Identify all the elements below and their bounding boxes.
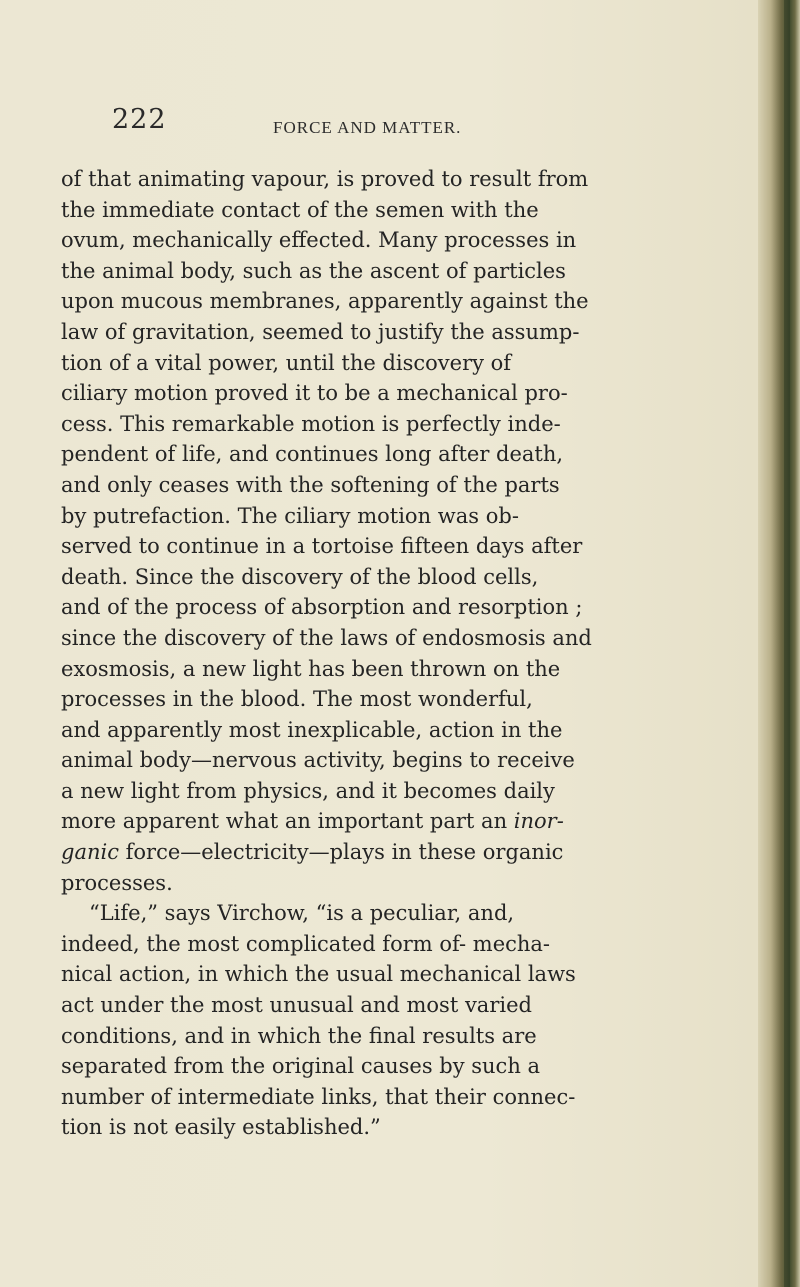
quote-line: “Life,” says Virchow, “is a peculiar, and, bbox=[89, 901, 515, 926]
text-line: tion of a vital power, until the discovery of bbox=[61, 350, 512, 375]
text-line: a new light from physics, and it becomes daily bbox=[61, 778, 555, 803]
page-header bbox=[112, 104, 752, 144]
text-line: pendent of life, and continues long after death, bbox=[61, 442, 564, 467]
italic-word: inor- bbox=[513, 809, 564, 834]
text-line: and only ceases with the softening of the parts bbox=[61, 472, 560, 497]
text-line: the animal body, such as the ascent of particles bbox=[61, 258, 566, 283]
text-line: animal body—nervous activity, begins to receive bbox=[61, 748, 575, 773]
text-segment: force—electricity—plays in these organic bbox=[118, 840, 564, 865]
binding-stripe bbox=[784, 0, 790, 1287]
text-line: processes in the blood. The most wonderful, bbox=[61, 687, 533, 712]
page-edge-shadow bbox=[758, 0, 800, 1287]
quote-line: separated from the original causes by such a bbox=[61, 1054, 541, 1079]
text-line: upon mucous membranes, apparently against the bbox=[61, 289, 589, 314]
text-line: ciliary motion proved it to be a mechanical pro- bbox=[61, 381, 568, 406]
text-line: death. Since the discovery of the blood cells, bbox=[61, 564, 539, 589]
quote-line: indeed, the most complicated form of- mecha- bbox=[61, 931, 551, 956]
text-line: of that animating vapour, is proved to result from bbox=[61, 167, 589, 191]
text-line: served to continue in a tortoise fifteen days after bbox=[61, 534, 583, 559]
quote-line: act under the most unusual and most varied bbox=[61, 993, 532, 1018]
quote-line: number of intermediate links, that their connec- bbox=[61, 1084, 576, 1109]
text-line: and of the process of absorption and resorption ; bbox=[61, 595, 583, 620]
quote-line: nical action, in which the usual mechanical laws bbox=[61, 962, 576, 987]
running-head: FORCE AND MATTER. bbox=[273, 118, 462, 137]
text-line: by putrefaction. The ciliary motion was ob- bbox=[61, 503, 519, 528]
text-line: the immediate contact of the semen with the bbox=[61, 197, 539, 222]
quote-line: conditions, and in which the final results are bbox=[61, 1023, 537, 1048]
text-line: ovum, mechanically effected. Many processes in bbox=[61, 228, 577, 253]
text-line: and apparently most inexplicable, action in the bbox=[61, 717, 563, 742]
text-line: law of gravitation, seemed to justify the assump- bbox=[61, 319, 580, 344]
text-line: cess. This remarkable motion is perfectly inde- bbox=[61, 411, 561, 436]
text-line: exosmosis, a new light has been thrown on the bbox=[61, 656, 561, 681]
text-line: since the discovery of the laws of endosmosis and bbox=[61, 625, 592, 650]
page-number: 222 bbox=[112, 104, 167, 135]
text-line-with-italic bbox=[61, 837, 761, 868]
body-text bbox=[61, 164, 761, 1143]
text-line-with-italic bbox=[61, 806, 761, 837]
quote-line: tion is not easily established.” bbox=[61, 1115, 381, 1140]
text-line: processes. bbox=[61, 870, 173, 895]
italic-word: ganic bbox=[61, 840, 119, 865]
text-segment: more apparent what an important part an bbox=[61, 809, 508, 834]
